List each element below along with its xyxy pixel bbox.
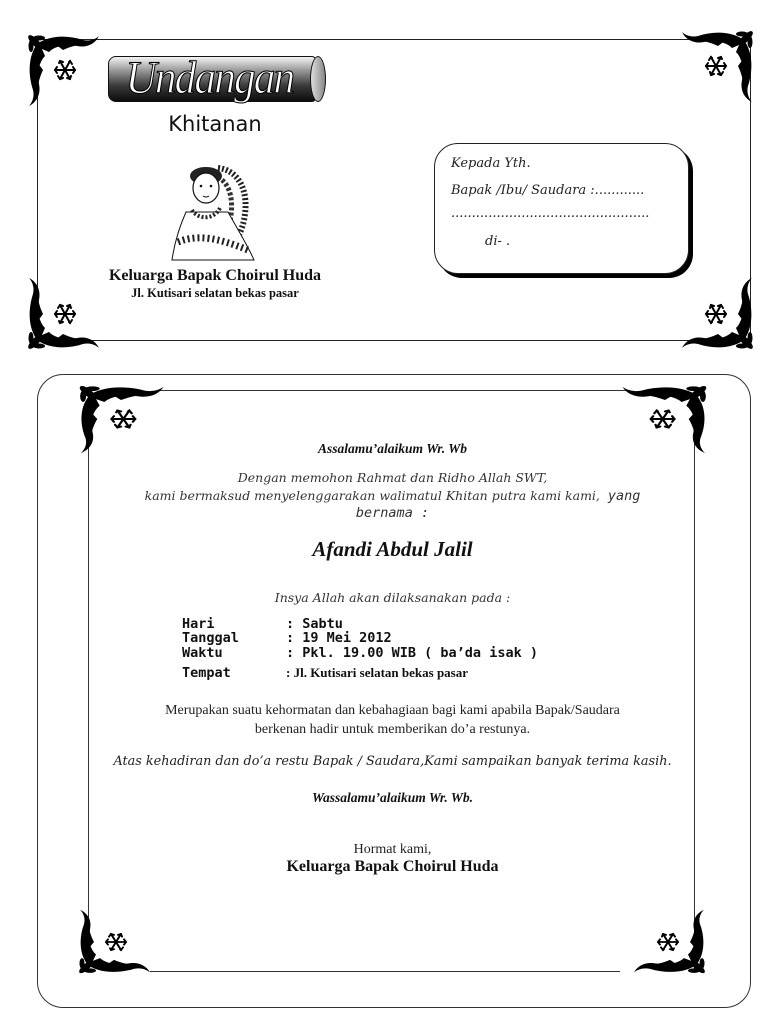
- invitation-title: Undangan: [125, 52, 294, 104]
- event-type-heading: Khitanan: [168, 112, 262, 136]
- thanks-paragraph: Atas kehadiran dan do’a restu Bapak / Saudara,Kami sampaikan banyak terima kasih.: [113, 754, 672, 769]
- title-banner: [108, 52, 326, 104]
- opening-greeting: Assalamu’alaikum Wr. Wb: [318, 441, 467, 456]
- recipient-address-box: [434, 143, 689, 274]
- regards-text: Hormat kami,: [353, 842, 432, 857]
- recipient-location-line: di- .: [485, 234, 511, 249]
- floral-snowflake-corner-icon: [76, 908, 152, 976]
- detail-row-time: [182, 646, 538, 661]
- intro-line-3: bernama :: [355, 505, 430, 521]
- detail-value: : Sabtu: [286, 616, 343, 632]
- detail-row-date: [182, 631, 392, 646]
- recipient-salutation: Kepada Yth.: [451, 156, 531, 171]
- host-family-name: Keluarga Bapak Choirul Huda: [108, 267, 322, 284]
- honor-paragraph-line-2: berkenan hadir untuk memberikan do’a restunya.: [254, 722, 531, 737]
- detail-label: Tempat: [182, 665, 231, 681]
- intro-line-1: Dengan memohon Rahmat dan Ridho Allah SWT,: [237, 470, 548, 485]
- inner-frame-bottom-rule: [150, 971, 620, 972]
- intro-line-2-text: kami bermaksud menyelenggarakan walimatul Khitan putra kami kami,: [144, 488, 600, 503]
- detail-label: Waktu: [182, 645, 223, 661]
- detail-value: : 19 Mei 2012: [286, 630, 392, 646]
- boy-portrait-illustration: [168, 150, 258, 262]
- signature-family-name: Keluarga Bapak Choirul Huda: [286, 858, 499, 875]
- honor-paragraph: [90, 701, 695, 739]
- host-address: Jl. Kutisari selatan bekas pasar: [131, 286, 299, 300]
- banner-cap: [310, 56, 326, 102]
- intro-line-2: [90, 488, 695, 504]
- floral-snowflake-corner-icon: [25, 32, 101, 108]
- honor-paragraph-line-1: Merupakan suatu kehormatan dan kebahagiaan bagi kami apabila Bapak/Saudara: [165, 703, 620, 718]
- detail-row-place: [182, 665, 468, 681]
- detail-value: : Jl. Kutisari selatan bekas pasar: [286, 665, 469, 680]
- detail-label: Tanggal: [182, 630, 239, 646]
- floral-snowflake-corner-icon: [680, 276, 756, 352]
- inner-frame-top-rule: [160, 390, 630, 391]
- floral-snowflake-corner-icon: [632, 908, 708, 976]
- child-name: Afandi Abdul Jalil: [312, 537, 473, 561]
- intro-line-2-tail: yang: [607, 488, 641, 504]
- recipient-name-line: Bapak /Ibu/ Saudara :............: [451, 183, 645, 198]
- detail-label: Hari: [182, 616, 215, 632]
- recipient-dotted-line: ................................................: [451, 206, 650, 221]
- detail-value: : Pkl. 19.00 WIB ( ba’da isak ): [286, 645, 538, 661]
- schedule-intro: Insya Allah akan dilaksanakan pada :: [274, 590, 511, 605]
- closing-greeting: Wassalamu’alaikum Wr. Wb.: [311, 790, 474, 805]
- floral-snowflake-corner-icon: [680, 28, 756, 104]
